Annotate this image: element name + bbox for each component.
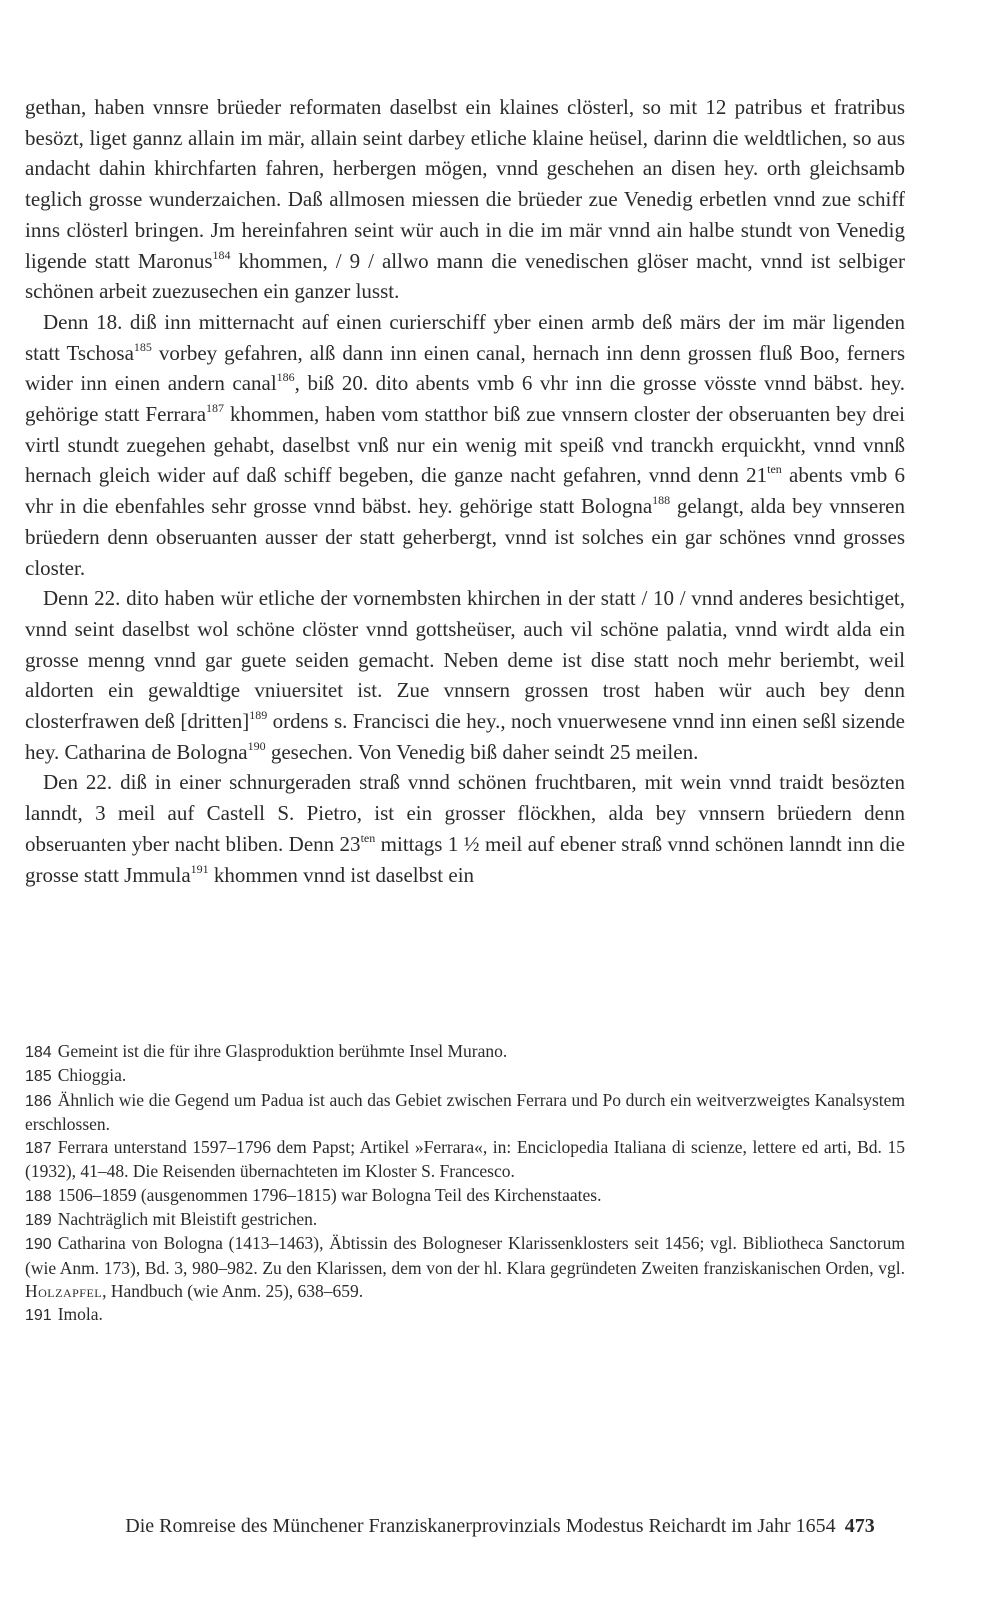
text-run: gesechen. Von Venedig biß daher seindt 25 meilen.	[265, 739, 699, 764]
footnote-188	[25, 1184, 905, 1208]
footnote-number: 191	[25, 1307, 52, 1325]
author-name: Holzapfel	[25, 1280, 103, 1301]
superscript-ten: ten	[767, 462, 782, 477]
text-run: , biß 20. dito abents vmb 6 vhr inn die grosse vösste vnnd bäbst. hey. gehörige statt Ferrara	[25, 371, 905, 427]
footnote-number: 184	[25, 1044, 52, 1061]
text-run: vorbey gefahren, alß dann inn einen canal, hernach inn denn grossen fluß Boo, ferners wider inn einen andern canal	[25, 340, 905, 396]
running-title: Die Romreise des Münchener Franziskanerprovinzials Modestus Reichardt im Jahr 1654	[125, 1515, 836, 1537]
footnote-number: 186	[25, 1092, 52, 1110]
text-run: khommen vnnd ist daselbst ein	[208, 862, 475, 887]
footnote-text: Nachträglich mit Bleistift gestrichen.	[57, 1209, 318, 1230]
footnote-number: 189	[25, 1212, 52, 1230]
footnote-ref-186[interactable]: 186	[276, 370, 295, 385]
text-run: Denn 18. diß inn mitternacht auf einen curierschiff yber einen armb deß märs der im mär ligenden statt Tschosa	[25, 309, 905, 365]
footnote-ref-188[interactable]: 188	[652, 493, 671, 508]
text-run: mittags 1 ½ meil auf ebener straß vnnd schönen lanndt inn die grosse statt Jmmula	[25, 831, 905, 887]
footnote-ref-185[interactable]: 185	[133, 339, 152, 354]
footnote-text: Ähnlich wie die Gegend um Padua ist auch das Gebiet zwischen Ferrara und Po durch ein weitverzweigtes Kanalsystem erschlossen.	[25, 1089, 905, 1134]
footnote-ref-191[interactable]: 191	[190, 861, 209, 876]
footnote-number: 187	[25, 1140, 52, 1158]
footnote-text: Gemeint ist die für ihre Glasproduktion berühmte Insel Murano.	[57, 1041, 508, 1061]
running-footer	[0, 1515, 1000, 1538]
footnote-ref-187[interactable]: 187	[206, 401, 225, 416]
footnote-number: 185	[25, 1068, 52, 1086]
text-run: khommen, / 9 / allwo mann die venedischen glöser macht, vnnd ist selbiger schönen arbeit zuezusechen ein ganzer lusst.	[25, 248, 905, 304]
footnote-text: Ferrara unterstand 1597–1796 dem Papst; Artikel »Ferrara«, in: Enciclopedia Italiana di scienze, lettere ed arti, Bd. 15 (1932), 41–48. Die Reisenden übernachteten im Kloster S. Francesco.	[25, 1137, 905, 1182]
text-run: ordens s. Francisci die hey., noch vnuerwesene vnnd inn einen seßl sizende hey. Catharina de Bologna	[25, 709, 905, 764]
superscript-ten: ten	[360, 830, 376, 845]
footnote-191	[25, 1303, 905, 1327]
paragraph-1	[25, 92, 905, 307]
footnote-text: Chioggia.	[57, 1065, 127, 1086]
footnotes	[25, 1040, 905, 1328]
footnote-text: 1506–1859 (ausgenommen 1796–1815) war Bologna Teil des Kirchenstaates.	[57, 1184, 602, 1205]
footnote-190	[25, 1232, 905, 1303]
page-number: 473	[844, 1515, 875, 1537]
text-run: gelangt, alda bey vnnseren brüedern denn obseruanten ausser der statt geherbergt, vnnd ist solches ein gar schönes vnnd grosses closter.	[25, 494, 906, 580]
footnote-ref-184[interactable]: 184	[212, 247, 231, 262]
text-run: Denn 22. dito haben wür etliche der vornembsten khirchen in der statt / 10 / vnnd anderes besichtiget, vnnd seint daselbst wol schöne clöster vnnd gottsheüser, auch vil schöne palatia, vnnd wirdt alda ein grosse menng vnnd gar guete seiden gemacht. Neben deme ist dise statt noch mehr beriembt, weil aldorten ein gewaldtige vniuersitet ist. Zue vnnsern grossen trost haben wür auch bey denn closterfrawen deß [dritten]	[25, 586, 905, 734]
main-text	[25, 92, 905, 890]
footnote-184	[25, 1040, 905, 1064]
text-run: khommen, haben vom statthor biß zue vnnsern closter der obseruanten bey drei virtl stundt zuegehen gehabt, daselbst vnß nur ein wenig mit speiß vnd tranckh erquickht, vnnd vnnß hernach gleich wider auf daß schiff begeben, die ganze nacht gefahren, vnnd denn 21	[25, 402, 906, 488]
footnote-ref-190[interactable]: 190	[247, 738, 266, 753]
footnote-number: 188	[25, 1187, 52, 1205]
footnote-number: 190	[25, 1236, 52, 1254]
footnote-ref-189[interactable]: 189	[249, 708, 268, 723]
paragraph-2	[25, 307, 905, 583]
footnote-185	[25, 1064, 905, 1088]
footnote-189	[25, 1208, 905, 1232]
footnote-186	[25, 1089, 905, 1137]
footnote-text: Imola.	[57, 1304, 103, 1325]
text-run: abents vmb 6 vhr in die ebenfahles sehr grosse vnnd bäbst. hey. gehörige statt Bologna	[25, 463, 906, 519]
text-run: gethan, haben vnnsre brüeder reformaten daselbst ein klaines clösterl, so mit 12 patribus et fratribus besözt, liget gannz allain im mär, allain seint darbey etliche klaine heüsel, darinn die weldtlichen, so aus andacht dahin khirchfarten fahren, herbergen mögen, vnnd geschehen an disen hey. orth gleichsamb teglich grosse wunderzaichen. Daß allmosen miessen die brüeder zue Venedig erbetlen vnnd zue schiff inns clösterl bringen. Jm hereinfahren seint wür auch in die im mär vnnd ain halbe stundt von Venedig ligende statt Maronus	[25, 95, 905, 273]
text-run: Den 22. diß in einer schnurgeraden straß vnnd schönen fruchtbaren, mit wein vnnd traidt besözten lanndt, 3 meil auf Castell S. Pietro, ist ein grosser flöckhen, alda bey vnnsern brüedern denn obseruanten yber nacht bliben. Denn 23	[25, 770, 905, 856]
footnote-text: Catharina von Bologna (1413–1463), Äbtissin des Bologneser Klarissenklosters seit 1456; vgl. Bibliotheca Sanctorum (wie Anm. 173), Bd. 3, 980–982. Zu den Klarissen, dem von der hl. Klara gegründeten Zweiten franziskanischen Orden, vgl.	[25, 1233, 905, 1278]
paragraph-3	[25, 583, 905, 767]
footnote-187	[25, 1136, 905, 1184]
footnote-text: , Handbuch (wie Anm. 25), 638–659.	[102, 1280, 364, 1301]
paragraph-4	[25, 767, 905, 890]
